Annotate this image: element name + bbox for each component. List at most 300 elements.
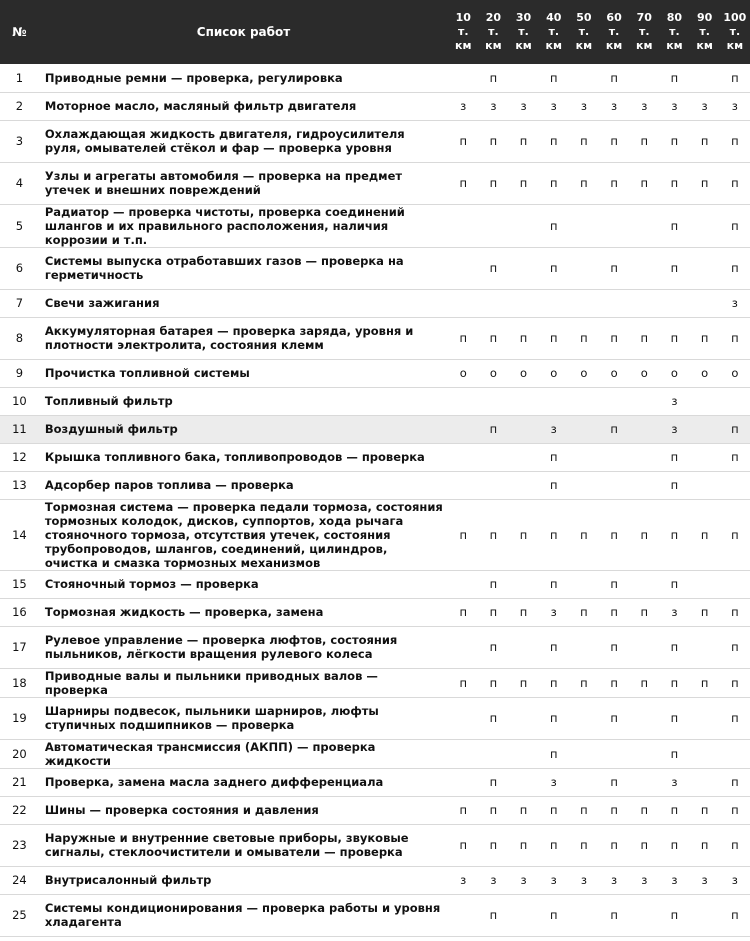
service-cell: з bbox=[611, 99, 618, 113]
service-cell bbox=[599, 204, 629, 247]
service-cell bbox=[599, 471, 629, 499]
service-cell: п bbox=[640, 605, 649, 619]
service-cell bbox=[569, 570, 599, 598]
service-cell: п bbox=[670, 838, 679, 852]
service-cell: п bbox=[549, 134, 558, 148]
table-row bbox=[0, 796, 750, 824]
table-row bbox=[0, 471, 750, 499]
service-cell bbox=[659, 289, 689, 317]
service-cell: з bbox=[671, 394, 678, 408]
work-description: Рулевое управление — проверка люфтов, состояния пыльников, лёгкости вращения рулевого колеса bbox=[44, 633, 398, 661]
table-row bbox=[0, 359, 750, 387]
service-cell: п bbox=[640, 675, 649, 690]
service-cell bbox=[629, 204, 659, 247]
service-cell: п bbox=[549, 218, 558, 233]
service-cell bbox=[508, 289, 538, 317]
service-cell: п bbox=[489, 261, 498, 275]
header-km-part: км bbox=[696, 39, 713, 52]
service-cell: п bbox=[700, 803, 709, 817]
service-cell: п bbox=[731, 640, 739, 654]
header-km-30 bbox=[508, 0, 538, 64]
row-number: 18 bbox=[12, 675, 27, 690]
row-number: 9 bbox=[15, 366, 24, 380]
header-km-part: км bbox=[515, 39, 532, 52]
header-km-20 bbox=[478, 0, 508, 64]
service-cell: п bbox=[580, 527, 588, 542]
header-km-part: т. bbox=[548, 25, 560, 38]
work-description: Тормозная система — проверка педали тормоза, состояния тормозных колодок, дисков, суппортов, хода рычага стояночного тормоза, отсутствия утечек, состояния трубопроводов, шлангов, соединений, цилиндров, очистка и смазка тормозных механизмов bbox=[44, 499, 443, 570]
service-cell: п bbox=[731, 450, 739, 464]
service-cell bbox=[478, 387, 508, 415]
table-row bbox=[0, 64, 750, 92]
row-number: 10 bbox=[12, 394, 27, 408]
table-row bbox=[0, 626, 750, 668]
service-cell: п bbox=[489, 134, 498, 148]
service-cell: п bbox=[731, 675, 739, 690]
service-cell bbox=[690, 387, 720, 415]
service-cell: з bbox=[641, 99, 648, 113]
service-cell: п bbox=[549, 261, 558, 275]
work-description: Наружные и внутренние световые приборы, звуковые сигналы, стеклоочистители и омыватели — проверка bbox=[44, 831, 409, 859]
service-cell: п bbox=[670, 331, 679, 345]
header-km-part: 30 bbox=[515, 11, 532, 24]
service-cell bbox=[448, 626, 478, 668]
work-description: Воздушный фильтр bbox=[44, 422, 178, 436]
service-cell bbox=[448, 387, 478, 415]
service-cell: п bbox=[489, 422, 498, 436]
service-cell: п bbox=[700, 176, 709, 190]
service-cell: п bbox=[459, 838, 467, 852]
service-cell: з bbox=[701, 99, 708, 113]
service-cell: п bbox=[731, 711, 739, 725]
service-cell: п bbox=[549, 70, 558, 85]
row-number: 23 bbox=[12, 838, 27, 852]
service-cell: п bbox=[670, 803, 679, 817]
service-cell bbox=[629, 64, 659, 92]
table-row bbox=[0, 668, 750, 697]
header-km-part: т. bbox=[669, 25, 680, 38]
service-cell bbox=[508, 894, 538, 936]
header-km-40 bbox=[539, 0, 569, 64]
service-cell: п bbox=[670, 478, 679, 492]
header-km-part: т. bbox=[488, 25, 499, 38]
service-cell: п bbox=[610, 331, 618, 345]
service-cell bbox=[448, 471, 478, 499]
service-cell: з bbox=[550, 99, 557, 113]
service-cell bbox=[720, 471, 750, 499]
work-description: Стояночный тормоз — проверка bbox=[44, 577, 259, 591]
service-cell: п bbox=[610, 577, 618, 591]
work-description: Аккумуляторная батарея — проверка заряда, уровня и плотности электролита, состояния клемм bbox=[44, 324, 414, 352]
table-row bbox=[0, 204, 750, 247]
service-cell: п bbox=[549, 711, 558, 725]
table-row bbox=[0, 499, 750, 570]
service-cell bbox=[508, 697, 538, 739]
service-cell: з bbox=[671, 873, 678, 887]
service-cell: п bbox=[580, 134, 588, 148]
service-cell: з bbox=[490, 873, 497, 887]
service-cell: п bbox=[670, 70, 679, 85]
service-cell bbox=[690, 739, 720, 768]
row-number: 13 bbox=[12, 478, 27, 492]
service-cell: з bbox=[611, 873, 618, 887]
header-km-part: т. bbox=[699, 25, 710, 38]
service-cell: п bbox=[519, 527, 528, 542]
service-cell: п bbox=[700, 605, 709, 619]
header-km-80 bbox=[659, 0, 689, 64]
service-cell: з bbox=[460, 99, 467, 113]
service-cell: п bbox=[731, 331, 739, 345]
service-cell: п bbox=[489, 605, 498, 619]
service-cell: п bbox=[580, 838, 588, 852]
service-cell: з bbox=[731, 296, 738, 310]
work-description: Внутрисалонный фильтр bbox=[44, 873, 212, 887]
service-cell bbox=[508, 64, 538, 92]
row-number: 24 bbox=[12, 873, 27, 887]
service-cell: о bbox=[459, 366, 467, 380]
service-cell bbox=[690, 415, 720, 443]
service-cell bbox=[448, 443, 478, 471]
row-number: 5 bbox=[15, 218, 24, 233]
service-cell bbox=[478, 289, 508, 317]
service-cell: п bbox=[610, 527, 618, 542]
table-row bbox=[0, 866, 750, 894]
table-row bbox=[0, 768, 750, 796]
service-cell bbox=[569, 471, 599, 499]
service-cell bbox=[478, 471, 508, 499]
row-number: 3 bbox=[15, 134, 24, 148]
service-cell: п bbox=[549, 640, 558, 654]
service-cell: з bbox=[460, 873, 467, 887]
header-km-50 bbox=[569, 0, 599, 64]
service-cell bbox=[599, 443, 629, 471]
service-cell bbox=[690, 894, 720, 936]
service-cell bbox=[629, 697, 659, 739]
service-cell: п bbox=[489, 775, 498, 789]
work-description: Шины — проверка состояния и давления bbox=[44, 803, 319, 817]
service-cell: п bbox=[580, 605, 588, 619]
row-number: 1 bbox=[15, 70, 24, 85]
service-cell bbox=[569, 247, 599, 289]
service-cell bbox=[569, 289, 599, 317]
header-km-part: км bbox=[605, 39, 623, 52]
row-number: 2 bbox=[15, 99, 24, 113]
service-cell bbox=[599, 387, 629, 415]
service-cell bbox=[448, 204, 478, 247]
table-row bbox=[0, 387, 750, 415]
service-cell: з bbox=[671, 775, 678, 789]
service-cell: п bbox=[489, 803, 498, 817]
header-number: № bbox=[12, 25, 27, 39]
service-cell: п bbox=[700, 134, 709, 148]
service-cell: п bbox=[459, 134, 467, 148]
work-description: Охлаждающая жидкость двигателя, гидроусилителя руля, омывателей стёкол и фар — проверка уровня bbox=[44, 127, 405, 155]
service-cell bbox=[629, 739, 659, 768]
service-cell: п bbox=[670, 134, 679, 148]
work-description: Крышка топливного бака, топливопроводов — проверка bbox=[44, 450, 425, 464]
service-cell: п bbox=[549, 176, 558, 190]
service-cell: п bbox=[700, 527, 709, 542]
row-number: 17 bbox=[12, 640, 27, 654]
work-description: Системы кондиционирования — проверка работы и уровня хладагента bbox=[44, 901, 441, 929]
work-description: Автоматическая трансмиссия (АКПП) — проверка жидкости bbox=[44, 739, 376, 768]
service-cell bbox=[720, 739, 750, 768]
table-row bbox=[0, 739, 750, 768]
service-cell: п bbox=[640, 176, 649, 190]
work-description: Свечи зажигания bbox=[44, 296, 160, 310]
service-cell: з bbox=[701, 873, 708, 887]
table-row bbox=[0, 824, 750, 866]
header-km-part: 10 bbox=[455, 11, 471, 24]
work-description: Проверка, замена масла заднего дифференциала bbox=[44, 775, 384, 789]
service-cell bbox=[448, 697, 478, 739]
header-km-part: 70 bbox=[636, 11, 652, 24]
service-cell: п bbox=[489, 711, 498, 725]
row-number: 4 bbox=[15, 176, 24, 190]
row-number: 20 bbox=[12, 746, 27, 761]
header-km-90 bbox=[690, 0, 720, 64]
service-cell bbox=[448, 415, 478, 443]
header-km-part: 20 bbox=[485, 11, 502, 24]
service-cell: п bbox=[459, 605, 467, 619]
service-cell: о bbox=[731, 366, 739, 380]
service-cell bbox=[539, 289, 569, 317]
service-cell: п bbox=[670, 450, 679, 464]
service-cell: о bbox=[610, 366, 618, 380]
work-description: Топливный фильтр bbox=[44, 394, 173, 408]
service-cell bbox=[629, 443, 659, 471]
service-cell bbox=[508, 443, 538, 471]
row-number: 22 bbox=[12, 803, 27, 817]
service-cell: о bbox=[670, 366, 678, 380]
service-cell bbox=[690, 289, 720, 317]
service-cell bbox=[569, 64, 599, 92]
service-cell: п bbox=[519, 675, 528, 690]
service-cell: п bbox=[731, 70, 739, 85]
service-cell: п bbox=[549, 331, 558, 345]
service-cell bbox=[508, 415, 538, 443]
service-cell: п bbox=[670, 746, 679, 761]
service-cell bbox=[690, 626, 720, 668]
service-cell: з bbox=[731, 873, 738, 887]
service-cell: п bbox=[489, 577, 498, 591]
service-cell: о bbox=[489, 366, 497, 380]
work-description: Адсорбер паров топлива — проверка bbox=[44, 478, 294, 492]
service-cell: п bbox=[549, 527, 558, 542]
header-work-list: Список работ bbox=[196, 25, 291, 39]
service-cell: п bbox=[670, 218, 679, 233]
service-cell: п bbox=[459, 176, 467, 190]
work-description: Радиатор — проверка чистоты, проверка соединений шлангов и их правильного расположения, наличия коррозии и т.п. bbox=[44, 204, 405, 247]
service-cell: п bbox=[610, 908, 618, 922]
service-cell: п bbox=[640, 134, 649, 148]
service-cell: п bbox=[610, 605, 618, 619]
service-cell: п bbox=[489, 70, 498, 85]
service-cell: п bbox=[670, 261, 679, 275]
service-cell bbox=[629, 570, 659, 598]
service-cell: п bbox=[459, 675, 467, 690]
service-cell bbox=[629, 894, 659, 936]
service-cell bbox=[478, 443, 508, 471]
service-cell: п bbox=[489, 640, 498, 654]
service-cell: п bbox=[519, 803, 528, 817]
service-cell bbox=[569, 387, 599, 415]
service-cell: п bbox=[670, 527, 679, 542]
table-header-row bbox=[0, 0, 750, 64]
service-cell: п bbox=[610, 803, 618, 817]
service-cell: п bbox=[489, 838, 498, 852]
service-cell: п bbox=[459, 527, 467, 542]
service-cell: п bbox=[731, 527, 739, 542]
work-description: Приводные валы и пыльники приводных валов — проверка bbox=[44, 668, 378, 697]
service-cell bbox=[508, 387, 538, 415]
service-cell bbox=[629, 471, 659, 499]
service-cell bbox=[690, 570, 720, 598]
service-cell bbox=[539, 387, 569, 415]
service-cell: п bbox=[489, 331, 498, 345]
service-cell: п bbox=[700, 675, 709, 690]
service-cell: п bbox=[519, 176, 528, 190]
service-cell: п bbox=[610, 640, 618, 654]
service-cell: о bbox=[701, 366, 709, 380]
service-cell: п bbox=[731, 605, 739, 619]
service-cell bbox=[569, 697, 599, 739]
header-km-part: 90 bbox=[696, 11, 713, 24]
service-cell: п bbox=[549, 675, 558, 690]
row-number: 16 bbox=[12, 605, 27, 619]
service-cell: з bbox=[550, 873, 557, 887]
service-cell bbox=[569, 894, 599, 936]
service-cell: з bbox=[580, 873, 587, 887]
service-cell: п bbox=[640, 527, 649, 542]
header-km-70 bbox=[629, 0, 659, 64]
service-cell: п bbox=[489, 675, 498, 690]
service-cell bbox=[599, 739, 629, 768]
service-cell: п bbox=[731, 803, 739, 817]
service-cell bbox=[629, 415, 659, 443]
table-row bbox=[0, 317, 750, 359]
table-row bbox=[0, 894, 750, 936]
service-cell bbox=[448, 247, 478, 289]
service-cell: п bbox=[610, 134, 618, 148]
service-cell bbox=[569, 626, 599, 668]
service-cell: п bbox=[731, 422, 739, 436]
service-cell: п bbox=[640, 331, 649, 345]
service-cell: п bbox=[519, 605, 528, 619]
service-cell: п bbox=[670, 176, 679, 190]
service-cell: з bbox=[520, 873, 527, 887]
header-km-part: 60 bbox=[606, 11, 622, 24]
table-row bbox=[0, 162, 750, 204]
table-row bbox=[0, 697, 750, 739]
service-cell bbox=[629, 626, 659, 668]
service-cell bbox=[629, 247, 659, 289]
service-cell bbox=[508, 626, 538, 668]
row-number: 25 bbox=[12, 908, 27, 922]
work-description: Приводные ремни — проверка, регулировка bbox=[44, 70, 343, 85]
service-cell: з bbox=[580, 99, 587, 113]
header-km-part: км bbox=[545, 39, 562, 52]
service-cell: п bbox=[610, 422, 618, 436]
header-km-part: 80 bbox=[666, 11, 683, 24]
service-cell: п bbox=[670, 577, 679, 591]
service-cell: п bbox=[549, 577, 558, 591]
row-number: 7 bbox=[15, 296, 24, 310]
service-cell: п bbox=[610, 775, 618, 789]
service-cell: п bbox=[610, 70, 618, 85]
service-cell: п bbox=[731, 218, 739, 233]
service-cell bbox=[690, 443, 720, 471]
service-cell: з bbox=[520, 99, 527, 113]
service-cell: п bbox=[610, 675, 618, 690]
service-cell: п bbox=[459, 803, 467, 817]
header-km-part: км bbox=[575, 39, 593, 52]
header-km-part: км bbox=[454, 39, 472, 52]
service-cell bbox=[629, 289, 659, 317]
header-km-part: т. bbox=[729, 25, 741, 38]
service-cell bbox=[690, 204, 720, 247]
service-cell: п bbox=[670, 908, 679, 922]
row-number: 11 bbox=[12, 422, 27, 436]
service-cell: п bbox=[610, 176, 618, 190]
service-cell bbox=[448, 894, 478, 936]
service-cell bbox=[508, 570, 538, 598]
service-cell bbox=[690, 247, 720, 289]
service-cell: о bbox=[550, 366, 558, 380]
service-cell bbox=[720, 570, 750, 598]
service-cell: з bbox=[641, 873, 648, 887]
service-cell bbox=[690, 64, 720, 92]
service-cell: о bbox=[580, 366, 588, 380]
service-cell bbox=[569, 204, 599, 247]
service-cell bbox=[629, 768, 659, 796]
service-cell: п bbox=[519, 331, 528, 345]
table-row bbox=[0, 443, 750, 471]
service-cell: п bbox=[670, 711, 679, 725]
service-cell: п bbox=[489, 527, 498, 542]
service-cell: п bbox=[549, 478, 558, 492]
header-km-100 bbox=[720, 0, 750, 64]
header-km-part: км bbox=[666, 39, 683, 52]
service-cell: п bbox=[670, 640, 679, 654]
service-cell bbox=[569, 768, 599, 796]
service-cell bbox=[508, 471, 538, 499]
service-cell: з bbox=[550, 775, 557, 789]
service-cell: п bbox=[580, 675, 588, 690]
header-km-part: км bbox=[726, 39, 744, 52]
service-cell: п bbox=[731, 134, 739, 148]
service-cell bbox=[508, 247, 538, 289]
work-description: Узлы и агрегаты автомобиля — проверка на предмет утечек и внешних повреждений bbox=[44, 169, 403, 197]
service-cell bbox=[690, 697, 720, 739]
service-cell: п bbox=[580, 176, 588, 190]
service-cell: з bbox=[671, 422, 678, 436]
service-cell bbox=[448, 289, 478, 317]
header-km-10 bbox=[448, 0, 478, 64]
service-cell: п bbox=[580, 331, 588, 345]
service-cell: п bbox=[670, 675, 679, 690]
row-number: 21 bbox=[12, 775, 27, 789]
work-description: Моторное масло, масляный фильтр двигателя bbox=[44, 99, 357, 113]
row-number: 12 bbox=[12, 450, 27, 464]
header-km-part: т. bbox=[518, 25, 529, 38]
service-cell: з bbox=[731, 99, 738, 113]
service-cell: п bbox=[731, 838, 739, 852]
service-cell: п bbox=[700, 331, 709, 345]
table-row bbox=[0, 289, 750, 317]
service-cell: з bbox=[671, 99, 678, 113]
service-cell: з bbox=[550, 422, 557, 436]
